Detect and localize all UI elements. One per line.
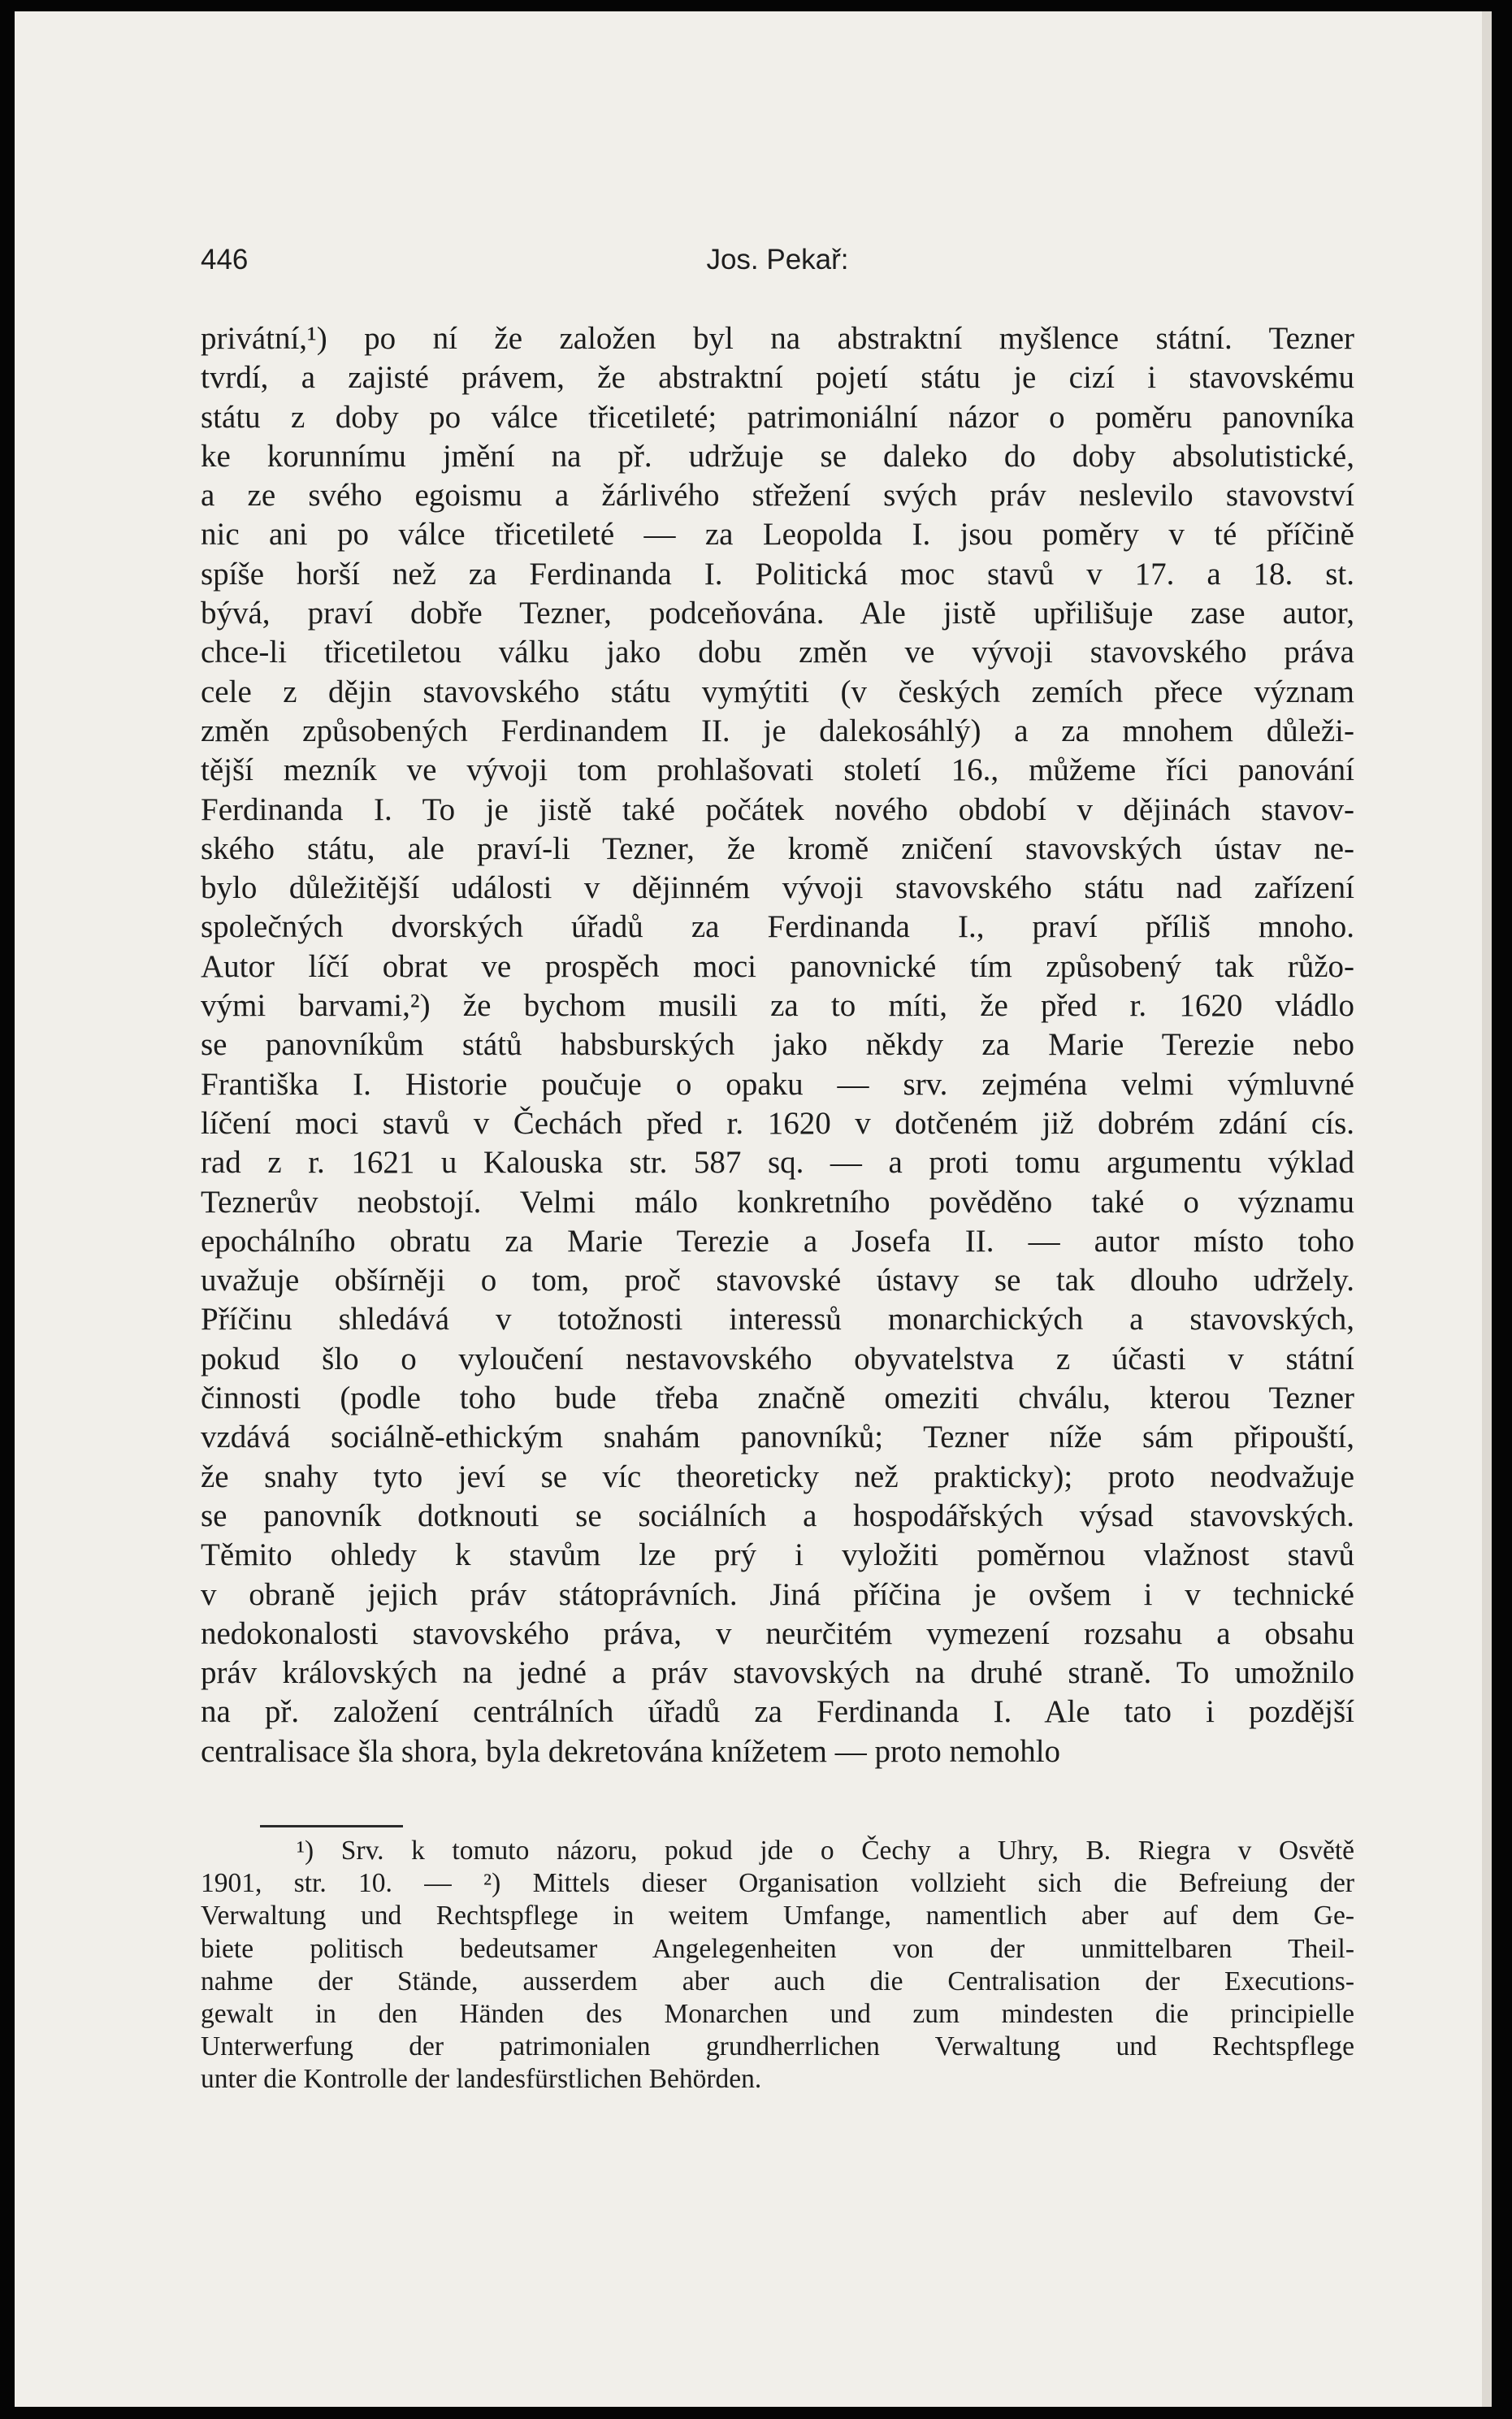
footnote-line: unter die Kontrolle der landesfürstlichen Behörden. [201,2064,762,2095]
text-line: činnosti (podle toho bude třeba značně omeziti chválu, kterou Tezner [201,1381,1354,1416]
text-line: chce-li třicetiletou válku jako dobu změn ve vývoji stavovského práva [201,635,1354,670]
text-line: na př. založení centrálních úřadů za Ferdinanda I. Ale tato i pozdější [201,1694,1354,1730]
text-line: Ferdinanda I. To je jistě také počátek nového období v dějinách stavov- [201,791,1354,827]
text-line: se panovníkům států habsburských jako někdy za Marie Terezie nebo [201,1027,1354,1063]
text-line: Autor líčí obrat ve prospěch moci panovnické tím způsobený tak růžo- [201,948,1354,984]
text-line: nic ani po válce třicetileté — za Leopolda I. jsou poměry v té příčině [201,517,1354,553]
footnote-line: gewalt in den Händen des Monarchen und zum mindesten die principielle [201,1998,1354,2029]
text-line: práv královských na jedné a práv stavovských na druhé straně. To umožnilo [201,1655,1354,1691]
text-line: Těmito ohledy k stavům lze prý i vyložiti poměrnou vlažnost stavů [201,1537,1354,1573]
text-line: změn způsobených Ferdinandem II. je dalekosáhlý) a za mnohem důleži- [201,713,1354,748]
footnote-line: Unterwerfung der patrimonialen grundherrlichen Verwaltung und Rechtspflege [201,2031,1354,2062]
text-line: společných dvorských úřadů za Ferdinanda I., praví příliš mnoho. [201,909,1354,945]
footnote-line: 1901, str. 10. — ²) Mittels dieser Organisation vollzieht sich die Befreiung der [201,1868,1354,1899]
running-head: Jos. Pekař: [706,244,849,275]
text-line: cele z dějin stavovského státu vymýtiti (v českých zemích přece význam [201,674,1354,709]
text-line: státu z doby po válce třicetileté; patrimoniální názor o poměru panovníka [201,399,1354,435]
text-line: uvažuje obšírněji o tom, proč stavovské ústavy se tak dlouho udržely. [201,1263,1354,1298]
text-line: tvrdí, a zajisté právem, že abstraktní pojetí státu je cizí i stavovskému [201,360,1354,396]
text-line: tější mezník ve vývoji tom prohlašovati století 16., můžeme říci panování [201,752,1354,788]
text-line: privátní,¹) po ní že založen byl na abstraktní myšlence státní. Tezner [201,321,1354,356]
text-line: Příčinu shledává v totožnosti interessů monarchických a stavovských, [201,1302,1354,1337]
footnote-line: ¹) Srv. k tomuto názoru, pokud jde o Čechy a Uhry, B. Riegra v Osvětě [297,1836,1354,1866]
text-line: vými barvami,²) že bychom musili za to míti, že před r. 1620 vládlo [201,988,1354,1024]
text-line: epochálního obratu za Marie Terezie a Josefa II. — autor místo toho [201,1223,1354,1259]
footnote-line: Verwaltung und Rechtspflege in weitem Umfange, namentlich aber auf dem Ge- [201,1901,1354,1931]
footnotes [201,1835,1354,2096]
text-line: líčení moci stavů v Čechách před r. 1620 v dotčeném již dobrém zdání cís. [201,1105,1354,1141]
text-line: centralisace šla shora, byla dekretována knížetem — proto nemohlo [201,1733,1061,1769]
page-header [201,244,1354,286]
text-line: se panovník dotknouti se sociálních a hospodářských výsad stavovských. [201,1498,1354,1533]
footnote-line: nahme der Stände, ausserdem aber auch die Centralisation der Executions- [201,1966,1354,1996]
text-line: ského státu, ale praví-li Tezner, že kromě zničení stavovských ústav ne- [201,830,1354,866]
text-line: rad z r. 1621 u Kalouska str. 587 sq. — a proti tomu argumentu výklad [201,1145,1354,1181]
text-line: a ze svého egoismu a žárlivého střežení svých práv neslevilo stavovství [201,478,1354,514]
text-line: vzdává sociálně-ethickým snahám panovníků; Tezner níže sám připouští, [201,1420,1354,1455]
text-line: Teznerův neobstojí. Velmi málo konkretního pověděno také o významu [201,1184,1354,1220]
text-line: v obraně jejich práv státoprávních. Jiná příčina je ovšem i v technické [201,1576,1354,1612]
text-line: bývá, praví dobře Tezner, podceňována. Ale jistě upřilišuje zase autor, [201,596,1354,631]
text-line: že snahy tyto jeví se víc theoreticky než prakticky); proto neodvažuje [201,1459,1354,1494]
text-line: bylo důležitější události v dějinném vývoji stavovského státu nad zařízení [201,870,1354,906]
page-number: 446 [201,244,249,275]
footnote-separator [260,1825,403,1827]
text-line: nedokonalosti stavovského práva, v neurčitém vymezení rozsahu a obsahu [201,1615,1354,1651]
text-line: Františka I. Historie poučuje o opaku — srv. zejména velmi výmluvné [201,1066,1354,1102]
text-line: pokud šlo o vyloučení nestavovského obyvatelstva z účasti v státní [201,1341,1354,1376]
footnote-line: biete politisch bedeutsamer Angelegenheiten von der unmittelbaren Theil- [201,1933,1354,1964]
text-line: ke korunnímu jmění na př. udržuje se daleko do doby absolutistické, [201,438,1354,474]
text-line: spíše horší než za Ferdinanda I. Politická moc stavů v 17. a 18. st. [201,556,1354,592]
body-text [201,319,1354,1771]
